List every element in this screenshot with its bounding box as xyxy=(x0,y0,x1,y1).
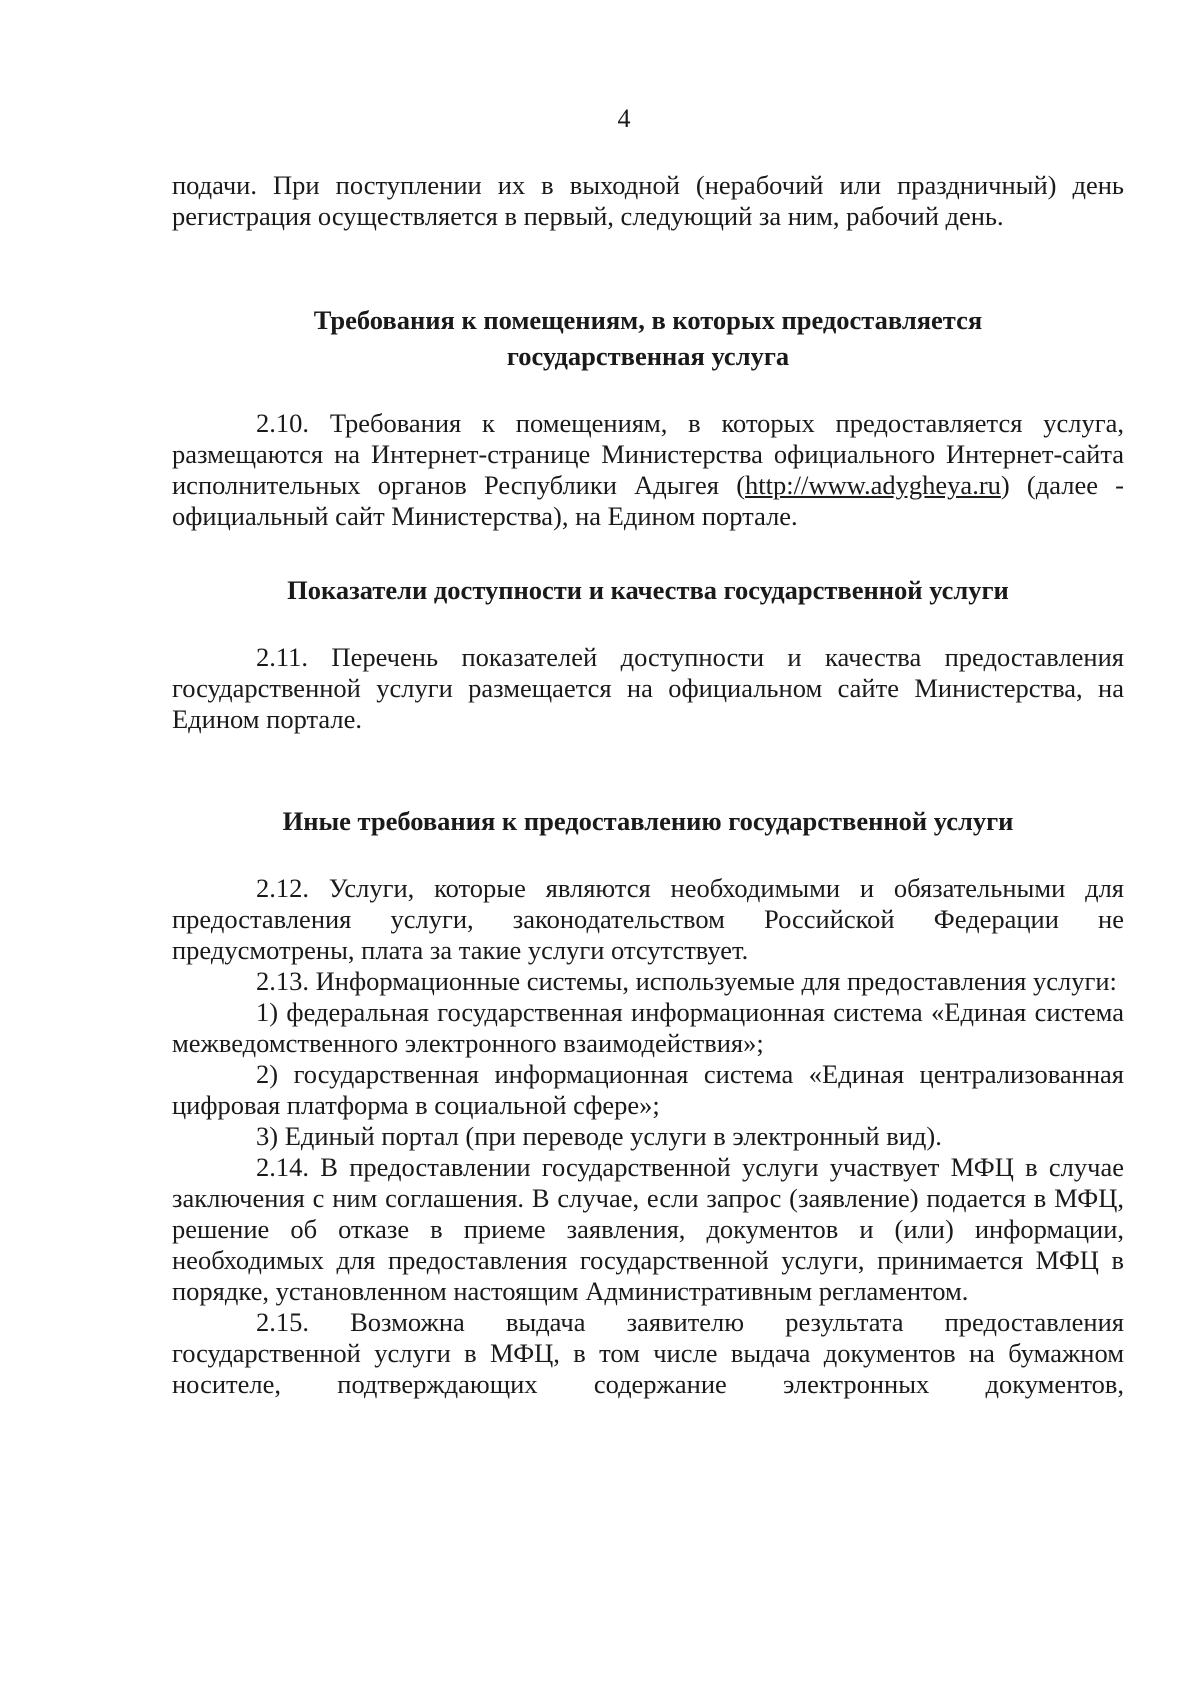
page-number: 4 xyxy=(617,104,631,133)
paragraph-2-14: 2.14. В предоставлении государственной услуги участвует МФЦ в случае заключения с ним соглашения. В случае, если запрос (заявление) подается в МФЦ, решение об отказе в приеме заявления, документов и (или) информации, необходимых для предоставления государственной услуги, принимается МФЦ в порядке, установленном настоящим Административным регламентом. xyxy=(172,1152,1124,1306)
section-heading-premises-line1: Требования к помещениям, в которых предоставляется xyxy=(313,305,983,335)
intro-paragraph: подачи. При поступлении их в выходной (нерабочий или праздничный) день регистрация осуществляется в первый, следующий за ним, рабочий день. xyxy=(172,170,1124,231)
paragraph-2-10 xyxy=(172,408,1124,532)
paragraph-2-13: 2.13. Информационные системы, используемые для предоставления услуги: xyxy=(256,966,1117,996)
section-heading-premises xyxy=(172,302,1124,374)
paragraph-2-10-tail: ) (далее - официальный сайт Министерства), на Едином портале. xyxy=(172,470,1124,531)
paragraph-2-10-text: 2.10. Требования к помещениям, в которых предоставляется услуга, размещаются на Интернет-странице Министерства официального Интернет-сайта исполнительных органов Республики Адыгея ( xyxy=(172,408,1124,500)
list-item-1: 1) федеральная государственная информационная система «Единая система межведомственного электронного взаимодействия»; xyxy=(172,997,1124,1058)
list-item-2: 2) государственная информационная система «Единая централизованная цифровая платформа в социальной сфере»; xyxy=(172,1059,1124,1120)
paragraph-2-12: 2.12. Услуги, которые являются необходимыми и обязательными для предоставления услуги, законодательством Российской Федерации не предусмотрены, плата за такие услуги отсутствует. xyxy=(172,873,1124,965)
section-heading-indicators: Показатели доступности и качества государственной услуги xyxy=(287,575,1009,605)
section-heading-other: Иные требования к предоставлению государственной услуги xyxy=(282,806,1014,836)
section-heading-premises-line2: государственная услуга xyxy=(506,341,790,371)
website-link[interactable]: http://www.adygheya.ru xyxy=(745,470,1001,500)
paragraph-2-15: 2.15. Возможна выдача заявителю результата предоставления государственной услуги в МФЦ, в том числе выдача документов на бумажном носителе, подтверждающих содержание электронных документов, xyxy=(172,1307,1124,1399)
document-body xyxy=(172,170,1124,1400)
paragraph-2-11: 2.11. Перечень показателей доступности и качества предоставления государственной услуги размещается на официальном сайте Министерства, на Едином портале. xyxy=(172,642,1124,734)
list-item-3: 3) Единый портал (при переводе услуги в электронный вид). xyxy=(256,1121,942,1151)
